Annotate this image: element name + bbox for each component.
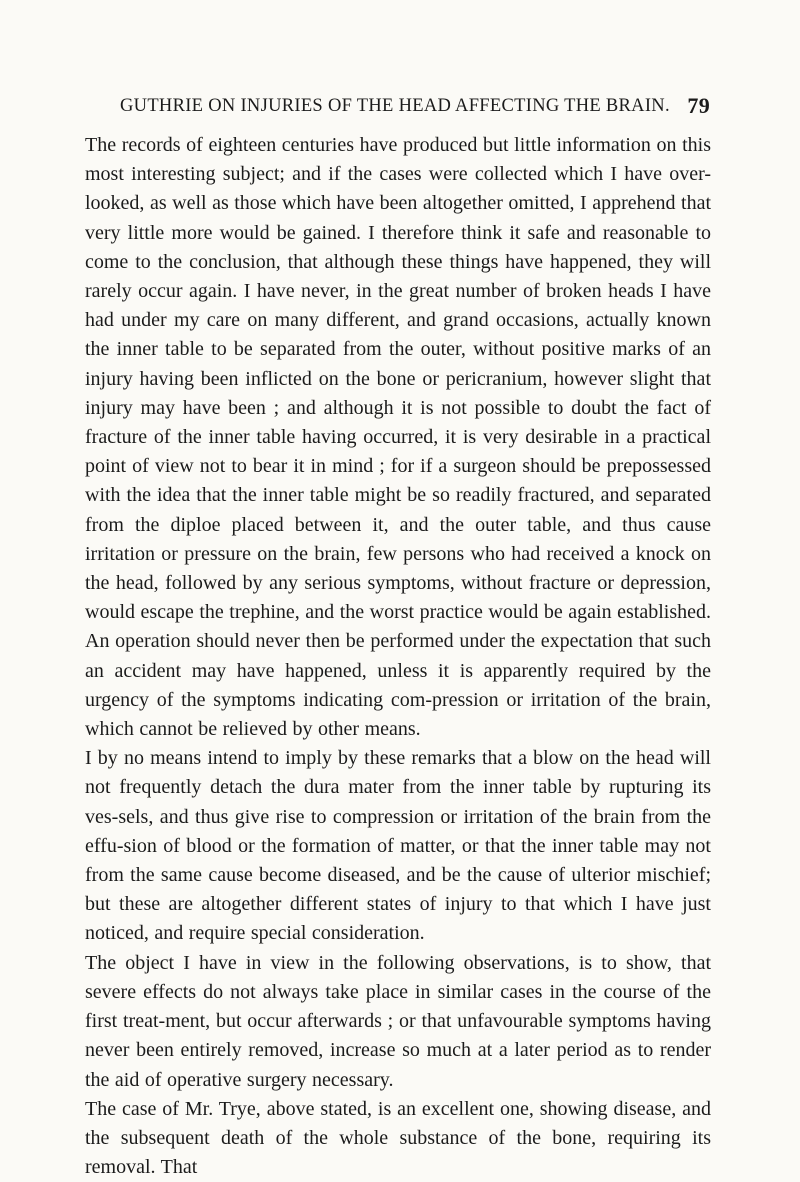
running-header <box>120 93 710 119</box>
paragraph: The case of Mr. Trye, above stated, is an excellent one, showing disease, and the subsequent death of the whole substance of the bone, requiring its removal. That <box>85 1097 711 1179</box>
paragraph: The object I have in view in the following observations, is to show, that severe effects do not always take place in similar cases in the course of the first treat-ment, but occur afterwards ; or that unfavourable symptoms having never been entirely removed, increase so much at a later period as to render the aid of operative surgery necessary. <box>85 951 711 1091</box>
paragraph: I by no means intend to imply by these remarks that a blow on the head will not frequently detach the dura mater from the inner table by rupturing its ves-sels, and thus give rise to compression or irritation of the brain from the effu-sion of blood or the formation of matter, or that the inner table may not from the same cause become diseased, and be the cause of ulterior mischief; but these are altogether different states of injury to that which I have just noticed, and require special consideration. <box>85 747 711 945</box>
body-text <box>85 131 711 1182</box>
paragraph: The records of eighteen centuries have produced but little information on this most interesting subject; and if the cases were collected which I have over-looked, as well as those which have been altogether omitted, I apprehend that very little more would be gained. I therefore think it safe and reasonable to come to the conclusion, that although these things have happened, they will rarely occur again. I have never, in the great number of broken heads I have had under my care on many different, and grand occasions, actually known the inner table to be separated from the outer, without positive marks of an injury having been inflicted on the bone or pericranium, however slight that injury may have been ; and although it is not possible to doubt the fact of fracture of the inner table having occurred, it is very desirable in a practical point of view not to bear it in mind ; for if a surgeon should be prepossessed with the idea that the inner table might be so readily fractured, and separated from the diploe placed between it, and the outer table, and thus cause irritation or pressure on the brain, few persons who had received a knock on the head, followed by any serious symptoms, without fracture or depression, would escape the trephine, and the worst practice would be again established. An operation should never then be performed under the expectation that such an accident may have happened, unless it is apparently required by the urgency of the symptoms indicating com-pression or irritation of the brain, which cannot be relieved by other means. <box>85 134 711 741</box>
page-number: 79 <box>687 93 710 118</box>
running-title: GUTHRIE ON INJURIES OF THE HEAD AFFECTING THE BRAIN. <box>120 96 670 116</box>
